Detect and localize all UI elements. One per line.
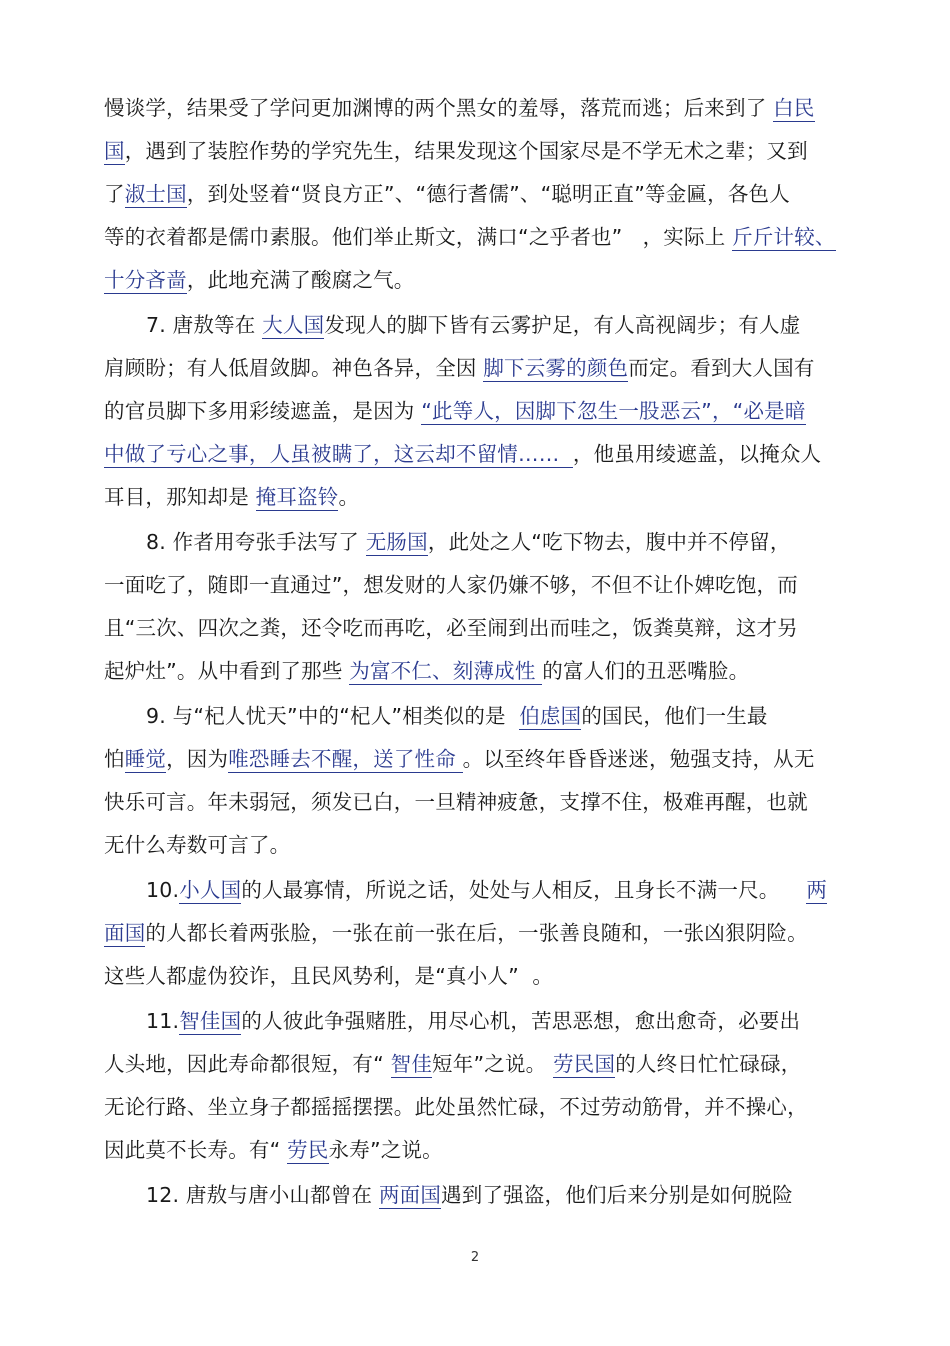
question-10-line bbox=[146, 870, 906, 910]
question-11-line bbox=[146, 1001, 906, 1041]
text-line bbox=[104, 1087, 864, 1127]
answer-blank: 白民 bbox=[773, 96, 815, 120]
answer-blank: 斤斤计较、 bbox=[732, 225, 836, 249]
page-number: 2 bbox=[470, 1250, 480, 1265]
text: 耳目，那知却是 bbox=[104, 485, 256, 509]
text: ，因为 bbox=[166, 747, 229, 771]
text: 的人终日忙忙碌碌， bbox=[615, 1052, 802, 1076]
text-line bbox=[104, 739, 864, 779]
answer-blank: 睡觉 bbox=[124, 747, 167, 771]
text-line bbox=[104, 651, 864, 691]
answer-blank: 智佳 bbox=[390, 1052, 433, 1076]
text: 的国民，他们一生最 bbox=[581, 704, 768, 728]
text-line bbox=[104, 956, 864, 996]
text: 。 bbox=[338, 485, 360, 509]
text: 因此莫不长寿。有“ bbox=[104, 1138, 288, 1162]
text: 12. 唐敖与唐小山都曾在 bbox=[146, 1183, 379, 1207]
text: 快乐可言。年未弱冠，须发已白，一旦精神疲惫，支撑不住，极难再醒，也就 bbox=[104, 790, 808, 814]
text: 等的衣着都是儒巾素服。他们举止斯文，满口“之乎者也” ，实际上 bbox=[104, 225, 733, 249]
text: 肩顾盼；有人低眉敛脚。神色各异，全因 bbox=[104, 356, 484, 380]
answer-blank: 国 bbox=[104, 139, 125, 163]
text: 慢谈学，结果受了学问更加渊博的两个黑女的羞辱，落荒而逃；后来到了 bbox=[104, 96, 774, 120]
text: 7. 唐敖等在 bbox=[146, 313, 263, 337]
text: ，遇到了装腔作势的学究先生，结果发现这个国家尽是不学无术之辈；又到 bbox=[124, 139, 808, 163]
answer-blank: 两面国 bbox=[378, 1183, 442, 1207]
text-line bbox=[104, 260, 864, 300]
question-7-line bbox=[146, 305, 906, 345]
text: 10. bbox=[146, 878, 180, 902]
question-12-line bbox=[146, 1175, 906, 1215]
text-line bbox=[104, 913, 864, 953]
text: 9. 与“杞人忧天”中的“杞人”相类似的是 bbox=[146, 704, 520, 728]
answer-blank: 掩耳盗铃 bbox=[255, 485, 339, 509]
text-line bbox=[104, 477, 864, 517]
text: 无论行路、坐立身子都摇摇摆摆。此处虽然忙碌，不过劳动筋骨，并不操心， bbox=[104, 1095, 808, 1119]
text-line bbox=[104, 131, 864, 171]
text-line bbox=[104, 782, 864, 822]
text: ，他虽用绫遮盖，以掩众人 bbox=[572, 442, 822, 466]
text: 的富人们的丑恶嘴脸。 bbox=[542, 659, 750, 683]
answer-blank: 小人国 bbox=[179, 878, 242, 902]
text: ，此地充满了酸腐之气。 bbox=[186, 268, 415, 292]
answer-blank: 无肠国 bbox=[365, 530, 428, 554]
text-line bbox=[104, 174, 864, 214]
text: 8. 作者用夸张手法写了 bbox=[146, 530, 366, 554]
text: 无什么寿数可言了。 bbox=[104, 833, 291, 857]
answer-blank: 脚下云雾的颜色 bbox=[483, 356, 629, 380]
text: 的人都长着两张脸，一张在前一张在后，一张善良随和，一张凶狠阴险。 bbox=[145, 921, 808, 945]
text: 的人最寡情，所说之话，处处与人相反，且身长不满一尺。 bbox=[241, 878, 807, 902]
text: ，此处之人“吃下物去，腹中并不停留， bbox=[427, 530, 791, 554]
answer-blank: 中做了亏心之事，人虽被瞒了，这云却不留情…… bbox=[104, 442, 573, 466]
text: 起炉灶”。从中看到了那些 bbox=[104, 659, 350, 683]
text: 遇到了强盗，他们后来分别是如何脱险 bbox=[441, 1183, 793, 1207]
answer-blank: 劳民 bbox=[287, 1138, 329, 1162]
text-line bbox=[104, 348, 864, 388]
text: 的人彼此争强赌胜，用尽心机，苦思恶想，愈出愈奇，必要出 bbox=[241, 1009, 801, 1033]
answer-blank: 伯虑国 bbox=[519, 704, 582, 728]
question-9-line bbox=[146, 696, 906, 736]
text: 人头地，因此寿命都很短，有“ bbox=[104, 1052, 391, 1076]
text: 。以至终年昏昏迷迷，勉强支持，从无 bbox=[462, 747, 815, 771]
text-line bbox=[104, 88, 864, 128]
text-line bbox=[104, 1044, 864, 1084]
question-8-line bbox=[146, 522, 906, 562]
text-line bbox=[104, 434, 864, 474]
answer-blank: “此等人，因脚下忽生一股恶云”，“必是暗 bbox=[421, 399, 806, 423]
text-line bbox=[104, 1130, 864, 1170]
text: 短年”之说。 bbox=[432, 1052, 554, 1076]
answer-blank: 两 bbox=[806, 878, 828, 902]
text: 的官员脚下多用彩绫遮盖，是因为 bbox=[104, 399, 422, 423]
answer-blank: 智佳国 bbox=[179, 1009, 242, 1033]
answer-blank: 面国 bbox=[104, 921, 146, 945]
answer-blank: 十分吝啬 bbox=[104, 268, 187, 292]
text: 11. bbox=[146, 1009, 180, 1033]
answer-blank: 淑士国 bbox=[124, 182, 187, 206]
text: 了 bbox=[104, 182, 125, 206]
text: 这些人都虚伪狡诈，且民风势利，是“真小人” 。 bbox=[104, 964, 554, 988]
text: 发现人的脚下皆有云雾护足，有人高视阔步；有人虚 bbox=[324, 313, 801, 337]
text: 怕 bbox=[104, 747, 125, 771]
answer-blank: 大人国 bbox=[262, 313, 325, 337]
text-line bbox=[104, 565, 864, 605]
answer-blank: 唯恐睡去不醒，送了性命 bbox=[228, 747, 463, 771]
answer-blank: 为富不仁、刻薄成性 bbox=[349, 659, 543, 683]
answer-blank: 劳民国 bbox=[553, 1052, 616, 1076]
text: ，到处竖着“贤良方正”、“德行耆儒”、“聪明正直”等金匾，各色人 bbox=[186, 182, 790, 206]
text-line bbox=[104, 608, 864, 648]
text-line bbox=[104, 391, 864, 431]
text: 且“三次、四次之粪，还令吃而再吃，必至闹到出而哇之，饭粪莫辩，这才另 bbox=[104, 616, 798, 640]
text: 而定。看到大人国有 bbox=[628, 356, 815, 380]
text: 永寿”之说。 bbox=[328, 1138, 443, 1162]
text: 一面吃了，随即一直通过”，想发财的人家仍嫌不够，不但不让仆婢吃饱，而 bbox=[104, 573, 798, 597]
text-line bbox=[104, 217, 864, 257]
text-line bbox=[104, 825, 864, 865]
